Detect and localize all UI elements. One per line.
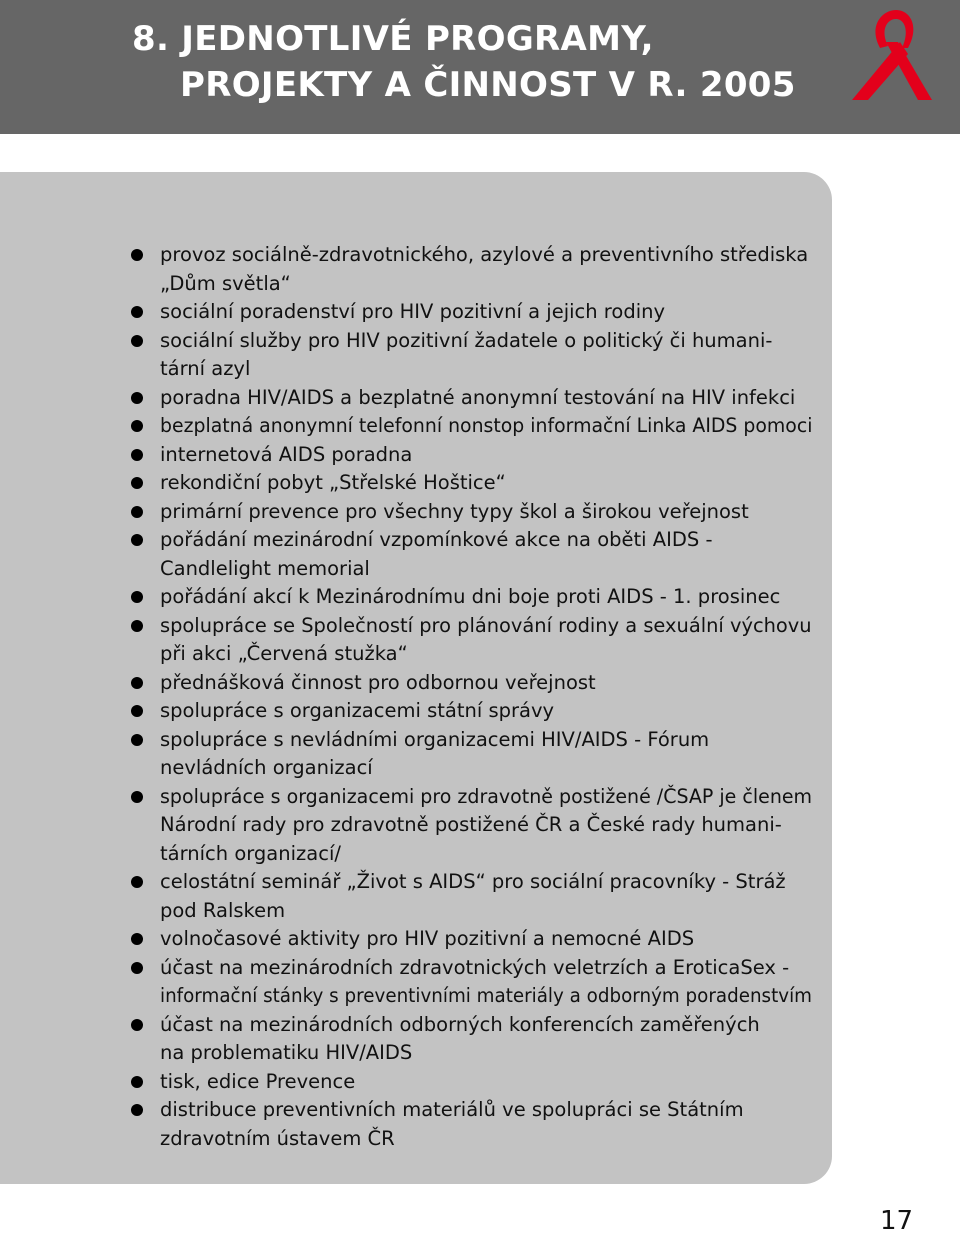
list-item-text-line: spolupráce s organizacemi pro zdravotně postižené /ČSAP je členem — [160, 784, 813, 808]
list-item-text-line: pořádání mezinárodní vzpomínkové akce na oběti AIDS - — [160, 528, 713, 551]
bullet-icon — [131, 534, 143, 546]
bullet-icon — [131, 620, 143, 632]
list-item-text-line: celostátní seminář „Život s AIDS“ pro sociální pracovníky - Stráž — [160, 870, 786, 893]
list-item-text-line: primární prevence pro všechny typy škol a širokou veřejnost — [160, 499, 749, 523]
list-item-text-line: spolupráce s organizacemi státní správy — [160, 699, 555, 722]
list-item — [0, 783, 832, 869]
bullet-icon — [131, 677, 143, 689]
list-item-text-line: na problematiku HIV/AIDS — [160, 1041, 413, 1064]
bullet-icon — [131, 420, 143, 432]
bullet-icon — [131, 335, 143, 347]
list-item — [0, 1068, 832, 1097]
list-item — [0, 925, 832, 954]
list-item-text-line: „Dům světla“ — [160, 271, 291, 295]
bullet-icon — [131, 933, 143, 945]
list-item — [0, 868, 832, 925]
page-title — [132, 16, 796, 108]
list-item — [0, 612, 832, 669]
bullet-icon — [131, 962, 143, 974]
bullet-icon — [131, 1019, 143, 1031]
list-item — [0, 412, 832, 441]
list-item — [0, 327, 832, 384]
list-item-text-line: internetová AIDS poradna — [160, 442, 413, 466]
list-item — [0, 726, 832, 783]
list-item-text-line: distribuce preventivních materiálů ve spolupráci se Státním — [160, 1098, 744, 1121]
list-item — [0, 384, 832, 413]
bullet-icon — [131, 477, 143, 489]
list-item-text-line: nevládních organizací — [160, 756, 373, 779]
list-item-text-line: bezplatná anonymní telefonní nonstop informační Linka AIDS pomoci — [160, 414, 813, 437]
list-item-text-line: volnočasové aktivity pro HIV pozitivní a nemocné AIDS — [160, 927, 695, 950]
list-item — [0, 697, 832, 726]
list-item-text-line: rekondiční pobyt „Střelské Hoštice“ — [160, 471, 506, 494]
bullet-icon — [131, 1104, 143, 1116]
list-item — [0, 954, 832, 1011]
page-title-line-2: PROJEKTY A ČINNOST V R. 2005 — [180, 65, 796, 105]
list-item-text-line: tární azyl — [160, 357, 251, 380]
list-item-text-line: spolupráce s nevládními organizacemi HIV/AIDS - Fórum — [160, 727, 710, 751]
list-item-text-line: zdravotním ústavem ČR — [160, 1126, 395, 1150]
page-header — [0, 0, 960, 134]
list-item-text-line: poradna HIV/AIDS a bezplatné anonymní testování na HIV infekci — [160, 385, 796, 409]
bullet-icon — [131, 306, 143, 318]
list-item-text-line: Candlelight memorial — [160, 556, 370, 580]
list-item — [0, 583, 832, 612]
page-number: 17 — [880, 1206, 914, 1236]
bullet-icon — [131, 506, 143, 518]
list-item-text-line: informační stánky s preventivními materiály a odborným poradenstvím — [160, 984, 812, 1007]
bullet-icon — [131, 705, 143, 717]
list-item-text-line: účast na mezinárodních zdravotnických veletrzích a EroticaSex - — [160, 955, 790, 979]
bullet-icon — [131, 876, 143, 888]
list-item-text-line: při akci „Červená stužka“ — [160, 642, 408, 665]
list-item — [0, 526, 832, 583]
list-item-text-line: pořádání akcí k Mezinárodnímu dni boje proti AIDS - 1. prosinec — [160, 585, 781, 608]
list-item-text-line: tárních organizací/ — [160, 841, 341, 865]
list-item — [0, 1011, 832, 1068]
bullet-icon — [131, 591, 143, 603]
red-ribbon-icon — [846, 8, 938, 104]
program-list — [0, 241, 832, 1153]
list-item-text-line: spolupráce se Společností pro plánování rodiny a sexuální výchovu — [160, 613, 812, 637]
list-item — [0, 298, 832, 327]
list-item — [0, 669, 832, 698]
bullet-icon — [131, 734, 143, 746]
bullet-icon — [131, 449, 143, 461]
list-item-text-line: provoz sociálně-zdravotnického, azylové a preventivního střediska — [160, 243, 809, 266]
list-item-text-line: přednášková činnost pro odbornou veřejnost — [160, 670, 596, 694]
list-item-text-line: pod Ralskem — [160, 898, 286, 922]
list-item-text-line: Národní rady pro zdravotně postižené ČR a České rady humani- — [160, 813, 782, 836]
bullet-icon — [131, 392, 143, 404]
bullet-icon — [131, 249, 143, 261]
bullet-icon — [131, 1076, 143, 1088]
bullet-icon — [131, 791, 143, 803]
list-item-text-line: účast na mezinárodních odborných konferencích zaměřených — [160, 1012, 760, 1036]
list-item — [0, 441, 832, 470]
list-item-text-line: tisk, edice Prevence — [160, 1069, 356, 1093]
list-item-text-line: sociální služby pro HIV pozitivní žadatele o politický či humani- — [160, 328, 773, 352]
list-item — [0, 469, 832, 498]
list-item-text-line: sociální poradenství pro HIV pozitivní a jejich rodiny — [160, 300, 666, 323]
list-item — [0, 498, 832, 527]
list-item — [0, 241, 832, 298]
list-item — [0, 1096, 832, 1153]
page-title-line-1: 8. JEDNOTLIVÉ PROGRAMY, — [132, 19, 654, 59]
